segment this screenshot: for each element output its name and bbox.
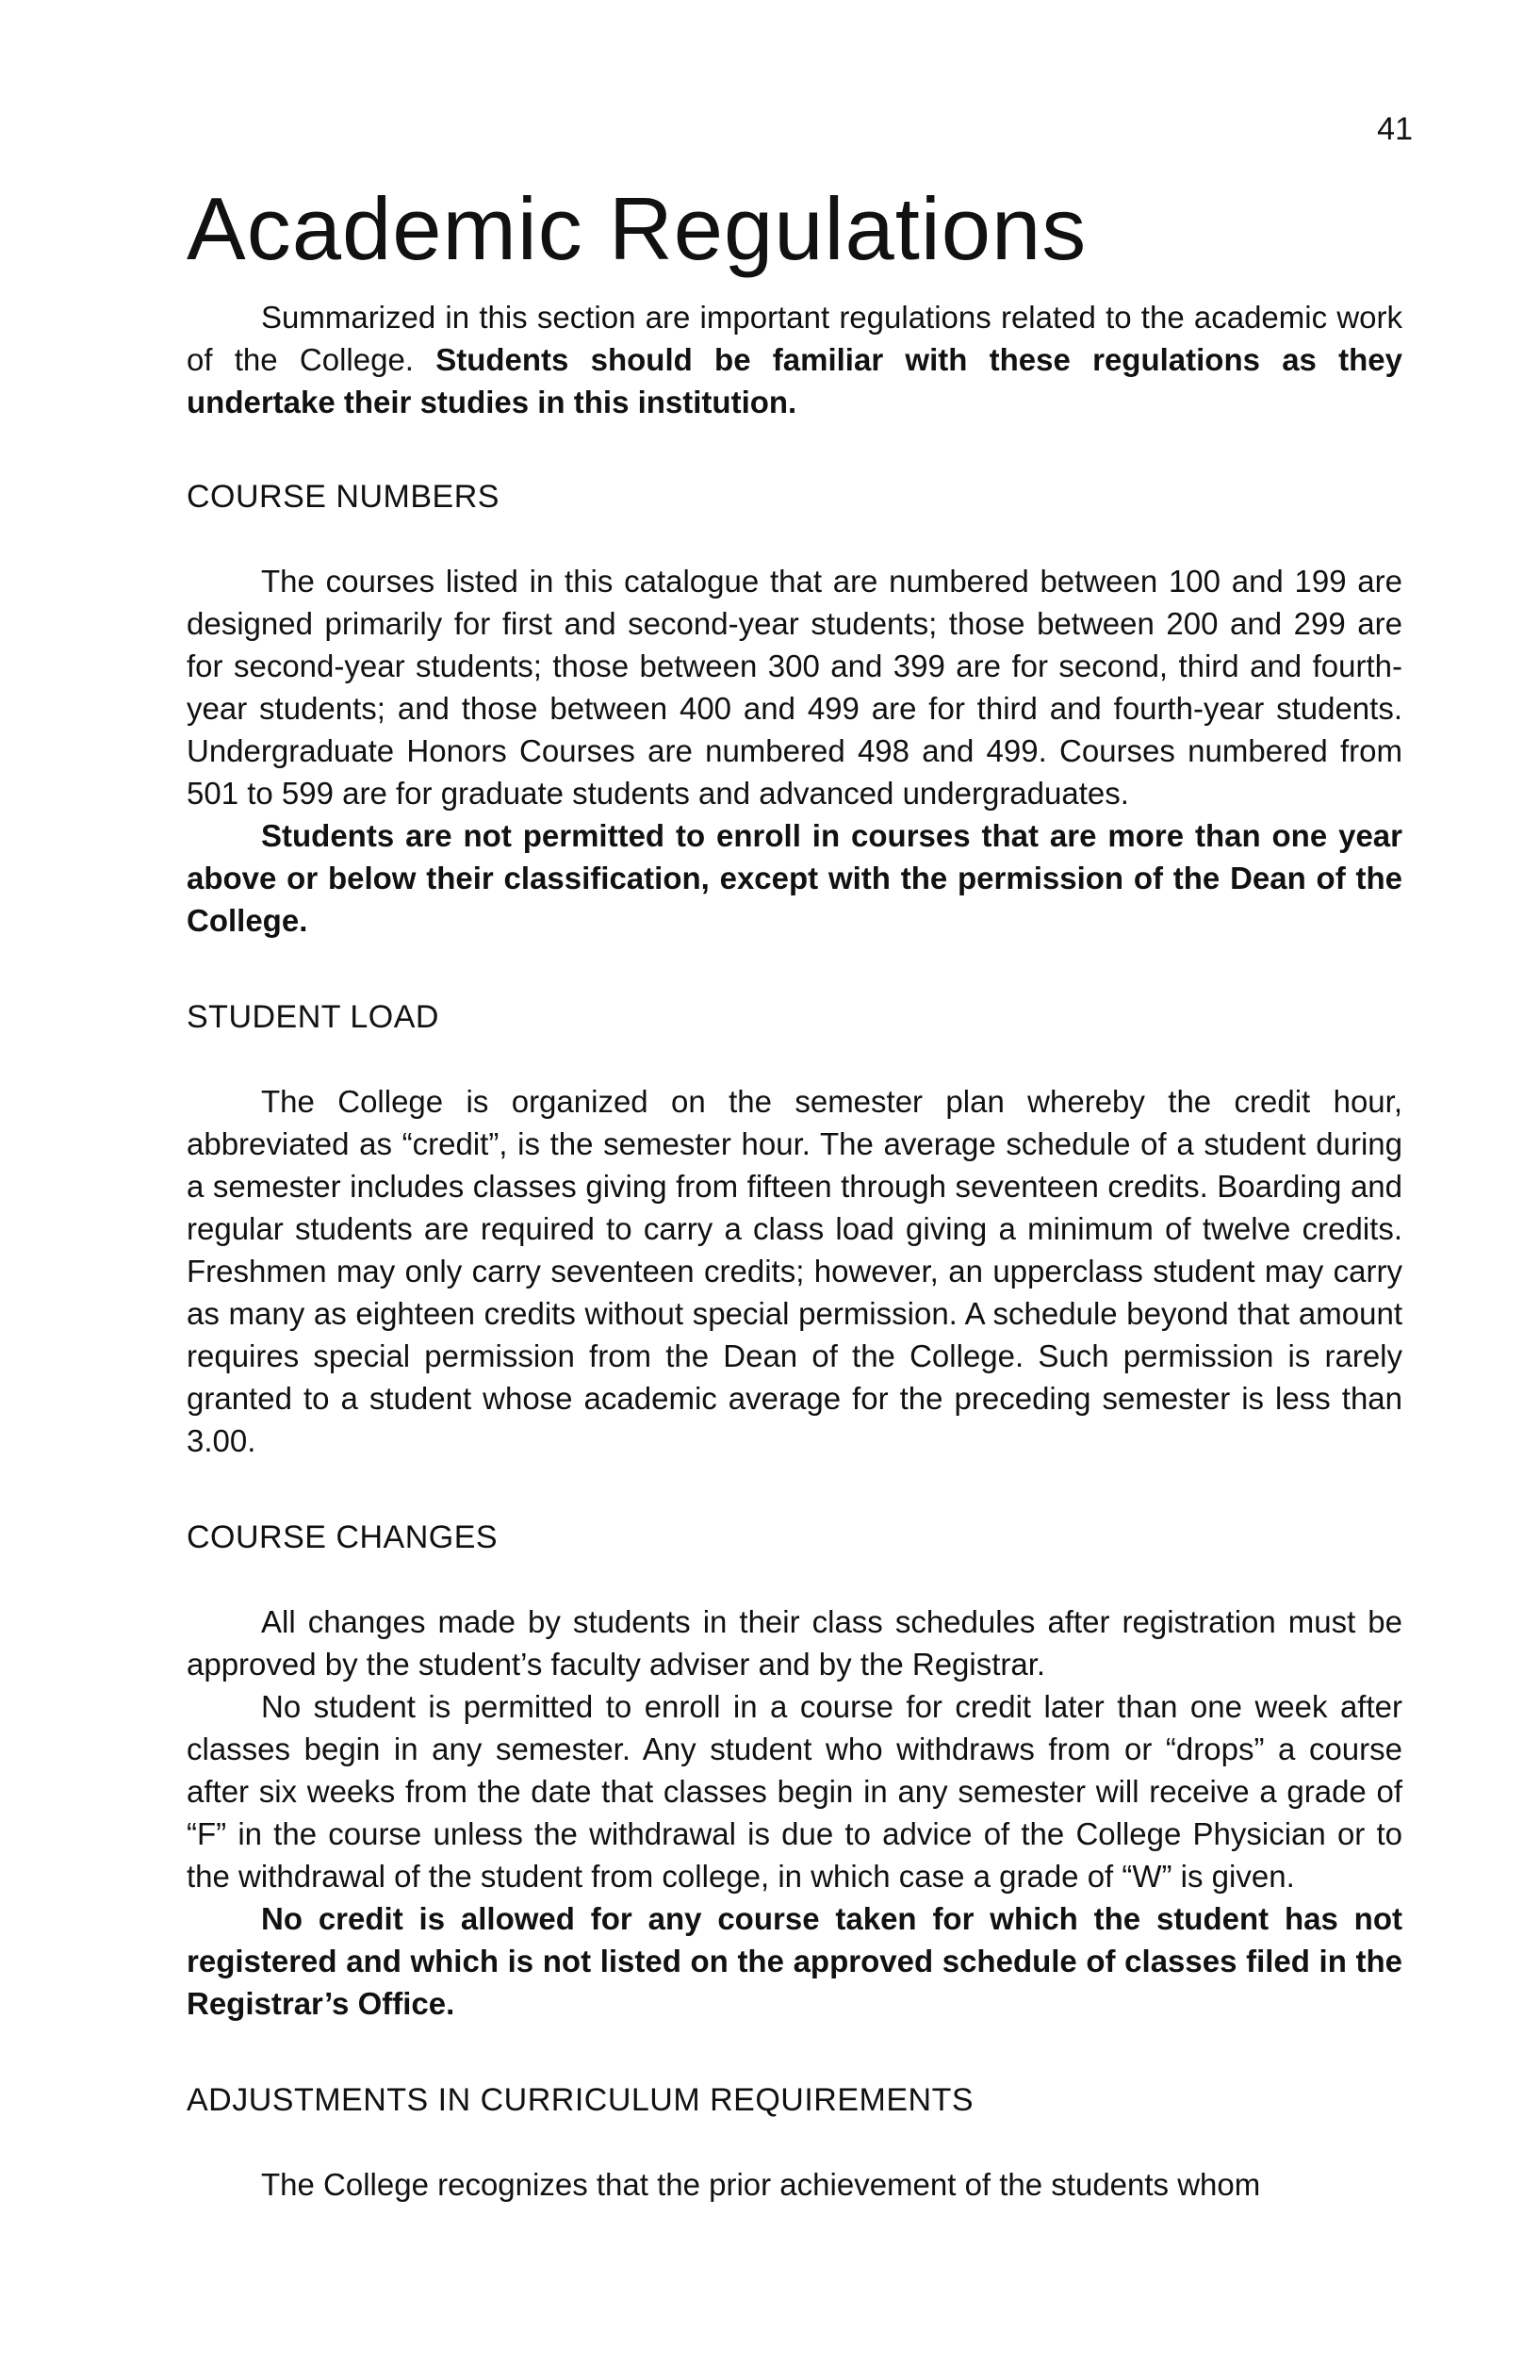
- section-heading-adjustments: ADJUSTMENTS IN CURRICULUM REQUIREMENTS: [187, 2082, 975, 2118]
- section-heading-course-changes: COURSE CHANGES: [187, 1519, 499, 1555]
- course-numbers-paragraph: The courses listed in this catalogue that are numbered between 100 and 199 are designed primarily for first and second-year students; those between 200 and 299 are for second-year students; those between 300 and 399 are for second, third and fourth-year students; and those between 400 and 499 are for third and fourth-year students. Undergraduate Honors Courses are numbered 498 and 499. Courses numbered from 501 to 599 are for graduate students and advanced undergraduates.: [187, 564, 1402, 811]
- intro-text: Summarized in this section are important regulations related to the academic work of the College.: [187, 300, 1402, 377]
- adjustments-paragraph: The College recognizes that the prior achievement of the students whom: [261, 2167, 1261, 2202]
- page-number: 41: [1377, 111, 1413, 147]
- intro-bold-text: Students should be familiar with these regulations as they undertake their studies in this institution.: [187, 342, 1403, 419]
- student-load-paragraph: The College is organized on the semester plan whereby the credit hour, abbreviated as “credit”, is the semester hour. The average schedule of a student during a semester includes classes giving from fifteen through seventeen credits. Boarding and regular students are required to carry a class load giving a minimum of twelve credits. Freshmen may only carry seventeen credits; however, an upperclass student may carry as many as eighteen credits without special permission. A schedule beyond that amount requires special permission from the Dean of the College. Such permission is rarely granted to a student whose academic average for the preceding semester is less than 3.00.: [187, 1084, 1402, 1458]
- section-heading-course-numbers: COURSE NUMBERS: [187, 479, 500, 515]
- page-title: Academic Regulations: [187, 179, 1088, 278]
- section-heading-student-load: STUDENT LOAD: [187, 999, 439, 1035]
- course-numbers-bold-paragraph: Students are not permitted to enroll in courses that are more than one year above or below their classification, except with the permission of the Dean of the College.: [187, 818, 1402, 938]
- course-changes-paragraph-1: All changes made by students in their class schedules after registration must be approved by the student’s faculty adviser and by the Registrar.: [187, 1604, 1402, 1682]
- intro-paragraph: [187, 296, 1402, 423]
- course-changes-paragraph-2: No student is permitted to enroll in a course for credit later than one week after classes begin in any semester. Any student who withdraws from or “drops” a course after six weeks from the date that classes begin in any semester will receive a grade of “F” in the course unless the withdrawal is due to advice of the College Physician or to the withdrawal of the student from college, in which case a grade of “W” is given.: [187, 1689, 1402, 1894]
- document-body: [187, 296, 1402, 2206]
- course-changes-bold-paragraph: No credit is allowed for any course taken for which the student has not registered and which is not listed on the approved schedule of classes filed in the Registrar’s Office.: [187, 1901, 1402, 2021]
